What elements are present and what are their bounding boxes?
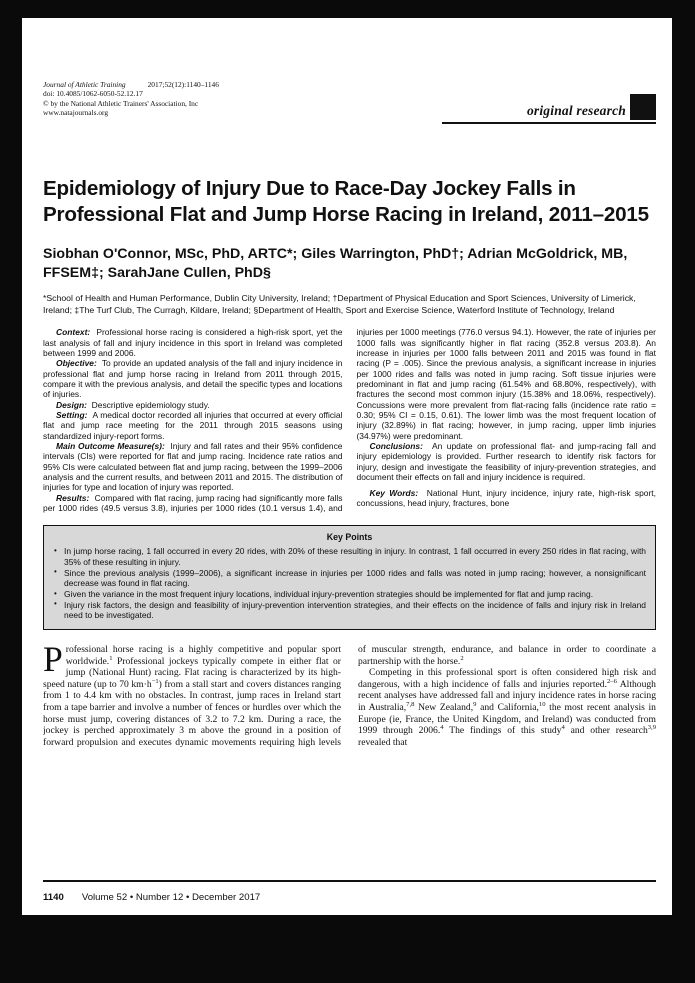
key-points-title: Key Points xyxy=(326,532,373,543)
author-affiliations: *School of Health and Human Performance, Dublin City University, Ireland; †Department of Physical Education and Sport Sciences, University of Limerick, Ireland; ‡The Turf Club, The Curragh, Kildare, Ireland; §Department of Health, Sport and Exercise Science, Waterford Institute of Technology, Ireland xyxy=(43,293,636,315)
body-paragraph-2 xyxy=(358,667,656,748)
body-p2-a: Competing in this professional sport is often considered high risk and dangerous, with a high incidence of falls and injuries reported. xyxy=(358,667,656,690)
body-p1-a: rofessional horse racing is a highly competitive and popular sport worldwide. xyxy=(65,644,341,667)
page-number: 1140 xyxy=(43,892,64,903)
list-item: • Injury risk factors, the design and feasibility of injury-prevention intervention strategies, and their effects on the incidence of falls and injury risk in Ireland need to be investigated. xyxy=(53,600,646,621)
citation-ref: 3,9 xyxy=(647,723,656,731)
abstract-context-text: Professional horse racing is considered a high-risk sport, yet the last analysis of fall and injury incidence in this sport in Ireland was completed between 1999 and 2006. xyxy=(43,327,343,358)
citation-ref: 4 xyxy=(561,723,565,731)
article-body xyxy=(43,644,656,796)
page-footer xyxy=(43,892,656,903)
article-authors: Siobhan O'Connor, MSc, PhD, ARTC*; Giles Warrington, PhD†; Adrian McGoldrick, MB, FFSEM‡; SarahJane Cullen, PhD§ xyxy=(43,246,628,281)
abstract-objective-label: Objective: xyxy=(56,358,97,369)
abstract-design-text: Descriptive epidemiology study. xyxy=(91,399,210,410)
abstract-setting xyxy=(43,410,343,441)
citation-ref: 2 xyxy=(460,654,464,662)
journal-website: www.natajournals.org xyxy=(43,108,109,118)
article-title: Epidemiology of Injury Due to Race-Day Jockey Falls in Professional Flat and Jump Horse Racing in Ireland, 2011–2015 xyxy=(43,177,649,226)
abstract-context xyxy=(43,327,343,358)
citation-ref: 1 xyxy=(109,654,113,662)
abstract-keywords-text: National Hunt, injury incidence, injury rate, high-risk sport, concussions, head injury, fractures, bone xyxy=(356,487,656,509)
masthead-divider xyxy=(442,122,656,124)
body-p1-b: Professional jockeys typically compete in either flat or jump (National Hunt) racing. Flat racing is characterized by its high-speed nature (up to 70 km·h xyxy=(43,655,341,690)
body-p2-h: revealed that xyxy=(358,736,408,748)
abstract-outcome-label: Main Outcome Measure(s): xyxy=(56,440,165,451)
body-p2-f: The findings of this study xyxy=(443,725,562,737)
citation-ref: 10 xyxy=(538,700,546,708)
citation-ref: 9 xyxy=(473,700,477,708)
section-label-row xyxy=(356,94,656,120)
abstract-conclusions-text: An update on professional flat- and jump-racing fall and injury epidemiology is provided. Further research to identify risk factors for injury, design and investigate the feasibility of injury-prevention strategies, and document their effects on fall and injury incidence is required. xyxy=(356,440,656,482)
body-p2-g: and other research xyxy=(564,725,648,737)
footer-divider xyxy=(43,880,656,882)
key-points-list xyxy=(53,546,646,620)
journal-citation-line xyxy=(43,80,373,89)
journal-metadata xyxy=(43,80,373,118)
abstract-objective xyxy=(43,358,343,399)
body-p2-b: Although recent analyses have addressed fall and injury incidence rates in horse racing in Australia, xyxy=(358,678,656,713)
journal-doi: doi: 10.4085/1062-6050-52.12.17 xyxy=(43,89,143,99)
abstract-conclusions-label: Conclusions: xyxy=(369,440,423,451)
abstract-outcome-text: Injury and fall rates and their 95% confidence intervals (CIs) were reported for flat and jump racing. Incidence rate ratios and 95% CIs were calculated between flat and jump racing, between the 1999–2006 analysis and the current results, and between 2011 and 2015. The distribution of injuries for type and location of injury was reported. xyxy=(43,440,343,493)
citation-ref: 7,8 xyxy=(406,700,415,708)
abstract-outcome xyxy=(43,441,343,493)
body-p2-d: and California, xyxy=(476,701,539,713)
abstract-keywords xyxy=(357,488,657,509)
citation-ref: 4 xyxy=(440,723,444,731)
abstract-keywords-label: Key Words: xyxy=(369,487,419,498)
body-p1-c: ) from a stall start and covers distances ranging from 1 to 4.4 km with no obstacles. In contrast, jump races in Ireland start from a tape barrier and involve a number of fences or hurdles over which the horse must jump, covering distances of 3.2 to 7.2 km. During a race, the jockey is perched approximately 3 m above the ground in a position of forward propulsion and executes dynamic movements requiring high levels of muscular strength, endurance, and balance in order to coordinate a partnership with the horse. xyxy=(43,644,656,748)
black-square-mark-icon xyxy=(630,94,656,120)
abstract-objective-text: To provide an updated analysis of the fall and injury incidence in professional flat and jump horse racing in Ireland from 2011 through 2015, compare it with the previous analysis, and detail the specific types and locations of injuries. xyxy=(43,358,343,400)
body-p2-e: the most recent analysis in Europe (ie, France, the United Kingdom, and Ireland) was conducted from 1999 through 2006. xyxy=(358,701,656,737)
page-content xyxy=(43,80,656,796)
journal-name: Journal of Athletic Training xyxy=(43,80,126,89)
issue-line: Volume 52 • Number 12 • December 2017 xyxy=(81,892,261,903)
exponent: −1 xyxy=(151,677,159,685)
citation-ref: 2–6 xyxy=(606,677,617,685)
section-label-block xyxy=(356,94,656,124)
list-item: • Since the previous analysis (1999–2006), a significant increase in injuries per 1000 rides and falls was noted in jump racing; however, a nonsignificant decrease was found in flat racing. xyxy=(53,568,646,589)
abstract-setting-text: A medical doctor recorded all injuries that occurred at every official flat and jump race meeting for the 2011 through 2015 seasons using standardized injury-report forms. xyxy=(43,409,343,441)
abstract-conclusions xyxy=(357,441,657,482)
drop-cap: P xyxy=(43,644,63,680)
abstract-setting-label: Setting: xyxy=(56,409,88,420)
journal-page xyxy=(22,18,672,915)
masthead xyxy=(43,80,656,146)
abstract-context-label: Context: xyxy=(56,327,91,338)
journal-citation: 2017;52(12):1140–1146 xyxy=(147,80,219,89)
abstract-results-text: Compared with flat racing, jump racing had significantly more falls per 1000 rides (49.5 versus 3.8), injuries per 1000 rides (10.1 versus 1.4), and injuries per 1000 meetings (776.0 versus 94.1). However, the rate of injuries per 1000 falls was significantly higher in flat racing (352.8 versus 203.8). An increase in injuries per 1000 falls between 2011 and 2015 was found in flat racing (P = .005). Since the previous analysis, a significant increase in injuries per 1000 rides and falls was noted in jump racing. Soft tissue injuries were predominant in flat and jump racing (61.54% and 68.80%, respectively), with fractures the second most common injury (15.38% and 18.06%, respectively). Concussions were more prevalent from flat-racing falls (incidence rate ratio = 0.30; 95% CI = 0.15, 0.61). The lower limb was the most frequent location of injury (32.89%) in flat racing; however, in jump racing, upper limb injuries (34.97%) were predominant. xyxy=(43,327,656,514)
section-label: original research xyxy=(526,103,626,118)
abstract-design-label: Design: xyxy=(56,399,87,410)
abstract-design xyxy=(43,400,343,410)
list-item: • Given the variance in the most frequent injury locations, individual injury-prevention strategies should be implemented for flat and jump racing. xyxy=(53,589,646,599)
key-points-box xyxy=(43,525,656,630)
list-item: • In jump horse racing, 1 fall occurred in every 20 rides, with 20% of these resulting in injury. In contrast, 1 fall occurred in every 250 rides in flat racing, with 35% of these resulting in injury. xyxy=(53,546,646,567)
journal-copyright: © by the National Athletic Trainers' Association, Inc xyxy=(43,98,199,108)
body-p2-c: New Zealand, xyxy=(414,701,474,713)
abstract-results-label: Results: xyxy=(56,492,90,503)
abstract xyxy=(43,327,656,513)
